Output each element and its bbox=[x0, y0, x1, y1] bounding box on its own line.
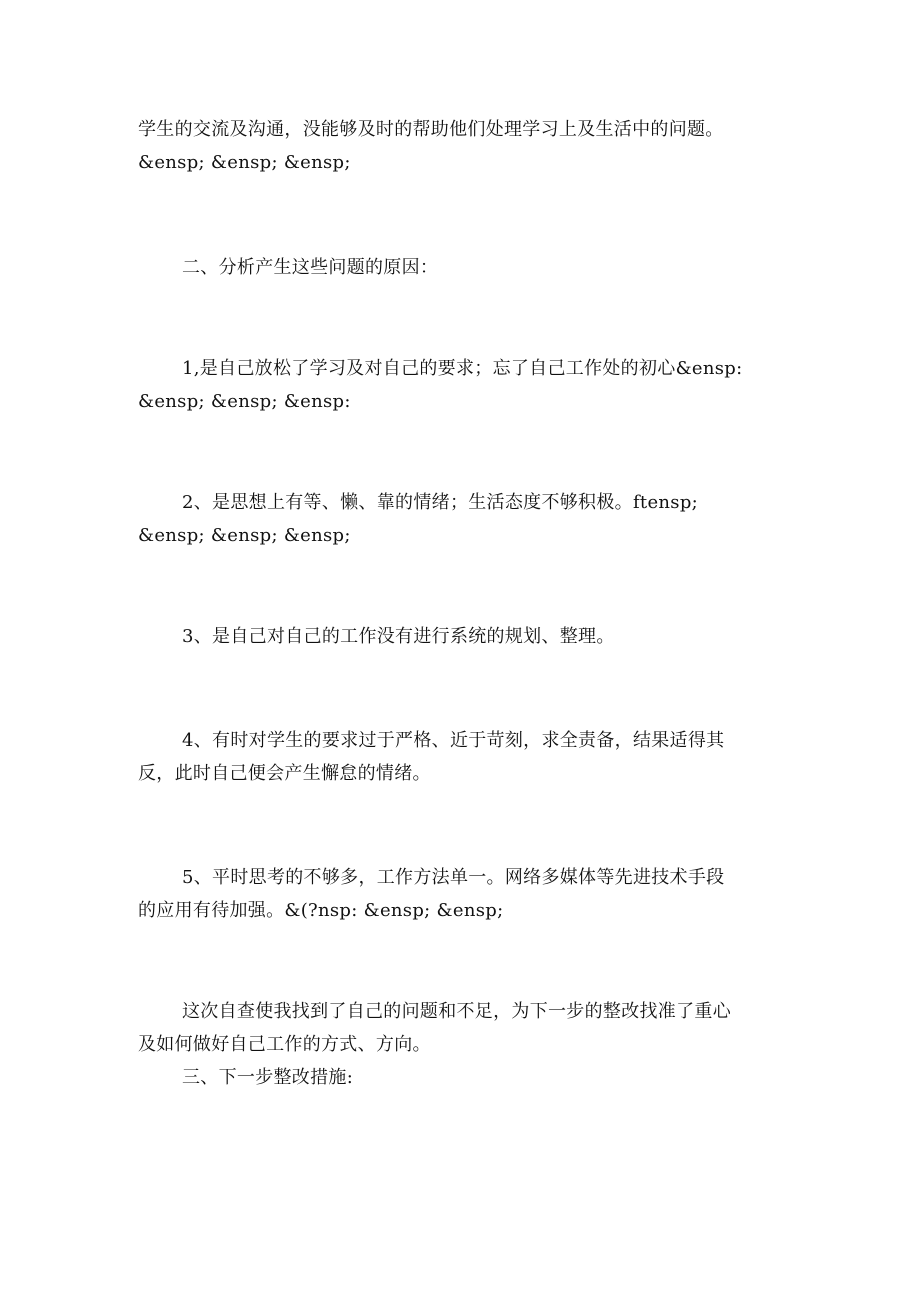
text-line: 2、是思想上有等、懒、靠的情绪；生活态度不够积极。ftensp; bbox=[182, 492, 699, 513]
text-line: &ensp; &ensp; &ensp: bbox=[138, 391, 351, 412]
section-heading-causes bbox=[138, 251, 786, 284]
text-line: 1,是自己放松了学习及对自己的要求；忘了自己工作处的初心&ensp: bbox=[182, 358, 743, 379]
text-line: 学生的交流及沟通，没能够及时的帮助他们处理学习上及生活中的问题。 bbox=[138, 119, 724, 140]
text-line: 3、是自己对自己的工作没有进行系统的规划、整理。 bbox=[182, 626, 615, 647]
text-line: &ensp; &ensp; &ensp; bbox=[138, 525, 351, 546]
text-line: 的应用有待加强。&(?nsp: &ensp; &ensp; bbox=[138, 900, 504, 921]
list-item-cause-1 bbox=[138, 352, 786, 418]
text-line: 5、平时思考的不够多，工作方法单一。网络多媒体等先进技术手段 bbox=[182, 867, 725, 888]
text-line: &ensp; &ensp; &ensp; bbox=[138, 152, 351, 173]
text-line: 这次自查使我找到了自己的问题和不足，为下一步的整改找准了重心 bbox=[182, 1001, 731, 1022]
text-line: 二、分析产生这些问题的原因： bbox=[182, 257, 439, 278]
text-line: 及如何做好自己工作的方式、方向。 bbox=[138, 1034, 431, 1055]
list-item-cause-5 bbox=[138, 861, 786, 927]
list-item-cause-2 bbox=[138, 486, 786, 552]
list-item-cause-3 bbox=[138, 620, 786, 653]
list-item-cause-4 bbox=[138, 724, 786, 790]
text-line: 4、有时对学生的要求过于严格、近于苛刻，求全责备，结果适得其 bbox=[182, 730, 725, 751]
section-heading-next-steps bbox=[138, 1061, 786, 1094]
paragraph-student-communication bbox=[138, 113, 786, 179]
text-line: 三、下一步整改措施: bbox=[182, 1067, 354, 1088]
text-line: 反，此时自己便会产生懈怠的情绪。 bbox=[138, 763, 431, 784]
paragraph-self-inspection-summary bbox=[138, 995, 786, 1061]
